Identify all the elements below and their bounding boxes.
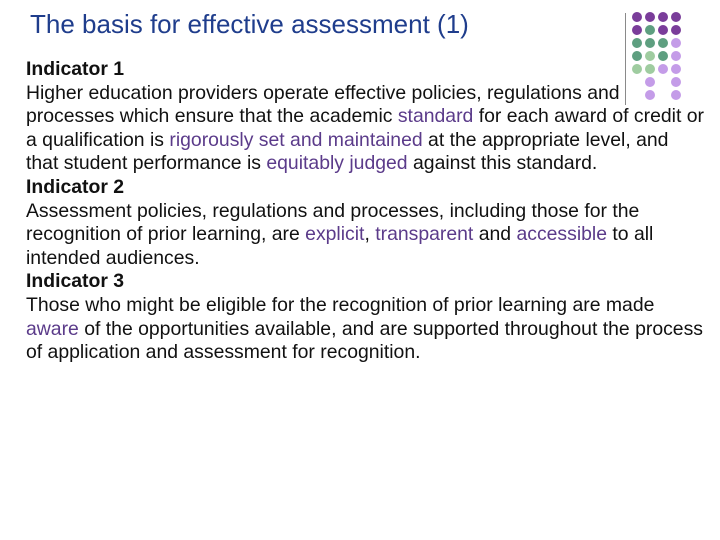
decorative-dot <box>658 38 668 48</box>
indicator-2-text <box>26 200 706 271</box>
indicator-2-segment: , <box>364 223 376 246</box>
decorative-dot <box>645 12 655 22</box>
highlight-explicit: explicit <box>305 223 365 246</box>
indicator-1-segment: against this standard. <box>407 152 598 175</box>
decorative-dot <box>671 25 681 35</box>
indicator-1-segment: at the appropriate level, and that student performance is <box>26 128 669 175</box>
highlight-standard: standard <box>397 105 474 128</box>
indicator-1-segment: for each award of credit or a qualification is <box>26 105 704 151</box>
indicator-2-segment: Assessment policies, regulations and processes, including those for the recognition of prior learning, are <box>26 199 640 246</box>
decorative-dot <box>632 12 642 22</box>
slide-body <box>26 58 706 365</box>
indicator-1-text <box>26 82 706 176</box>
decorative-dot <box>658 12 668 22</box>
indicator-1-heading: Indicator 1 <box>26 58 125 80</box>
decorative-dot <box>658 25 668 35</box>
highlight-accessible: accessible <box>516 223 608 246</box>
indicator-3-text <box>26 294 706 365</box>
indicator-3-segment: Those who might be eligible for the recognition of prior learning are made <box>26 293 655 316</box>
decorative-dot <box>671 38 681 48</box>
highlight-equitably-judged: equitably judged <box>266 152 408 175</box>
indicator-2-segment: and <box>473 223 517 246</box>
decorative-dot <box>632 38 642 48</box>
indicator-2-segment: to all intended audiences. <box>26 223 654 269</box>
indicator-1-segment: Higher education providers operate effective policies, regulations and processes which ensure that the academic <box>26 81 620 128</box>
slide-title: The basis for effective assessment (1) <box>30 9 469 39</box>
indicator-3-heading: Indicator 3 <box>26 270 125 293</box>
highlight-transparent: transparent <box>375 223 474 246</box>
decorative-dot <box>645 38 655 48</box>
decorative-dot <box>632 25 642 35</box>
indicator-2-heading: Indicator 2 <box>26 175 125 198</box>
highlight-aware: aware <box>26 317 79 340</box>
indicator-3-segment: of the opportunities available, and are supported throughout the process of application and assessment for recognition. <box>26 317 703 364</box>
decorative-dot <box>645 25 655 35</box>
decorative-dot <box>671 12 681 22</box>
highlight-rigorously-set: rigorously set and maintained <box>169 128 423 151</box>
